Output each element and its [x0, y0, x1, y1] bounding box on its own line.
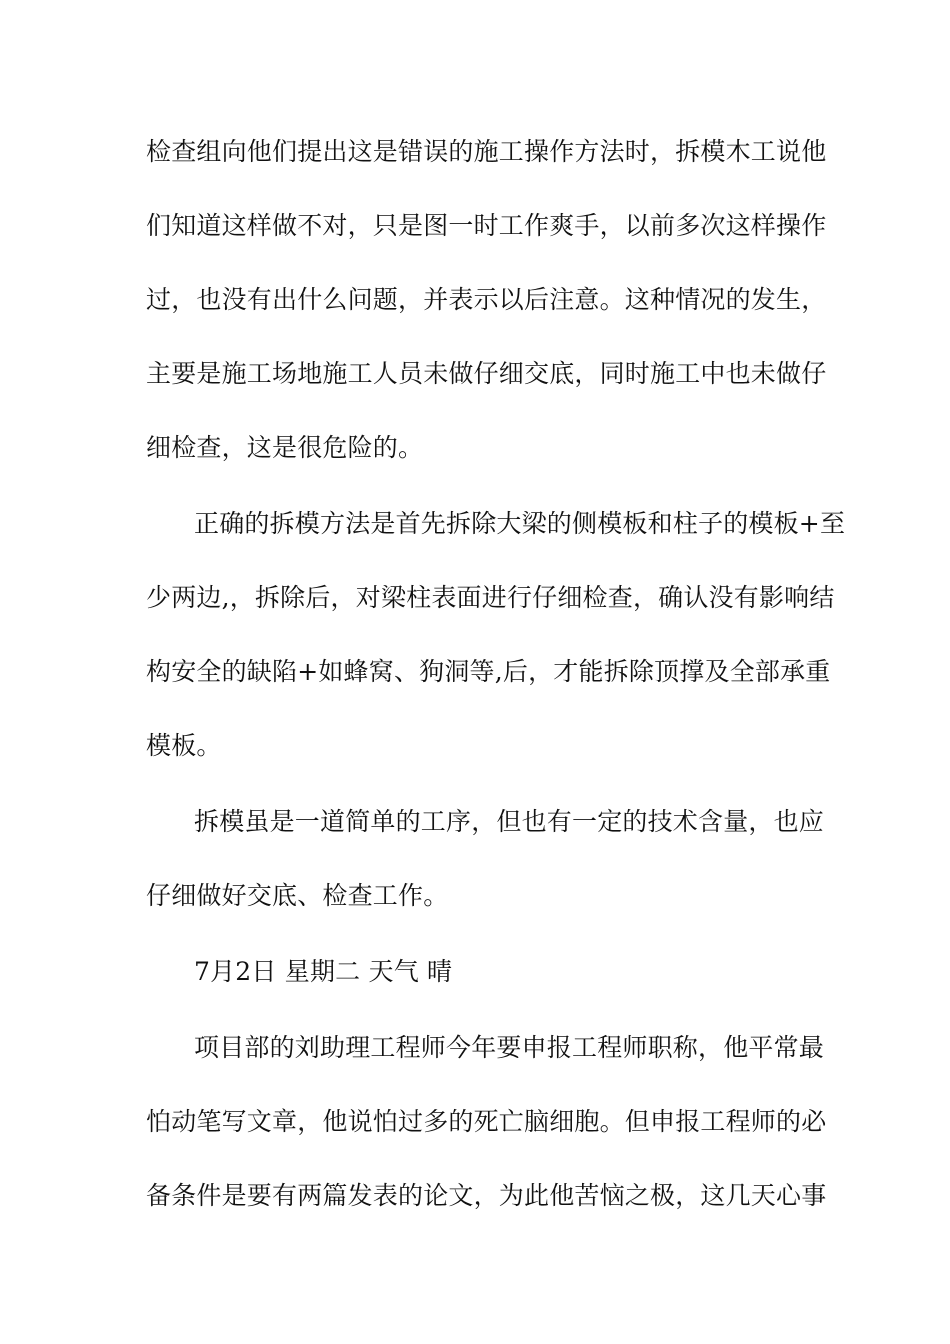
text-line-10: 拆模虽是一道简单的工序，但也有一定的技术含量，也应 [194, 807, 825, 836]
text-line-5: 细检查，这是很危险的。 [146, 433, 424, 462]
date-heading: 7月2日 星期二 天气 晴 [194, 957, 453, 986]
text-line-13: 项目部的刘助理工程师今年要申报工程师职称，他平常最 [194, 1033, 825, 1062]
text-line-1: 检查组向他们提出这是错误的施工操作方法时，拆模木工说他 [146, 137, 827, 166]
text-line-15: 备条件是要有两篇发表的论文，为此他苦恼之极，这几天心事 [146, 1181, 827, 1210]
text-line-2: 们知道这样做不对，只是图一时工作爽手，以前多次这样操作 [146, 211, 827, 240]
text-line-3: 过，也没有出什么问题，并表示以后注意。这种情况的发生， [146, 285, 827, 314]
text-line-11: 仔细做好交底、检查工作。 [146, 881, 449, 910]
text-line-7: 少两边,，拆除后，对梁柱表面进行仔细检查，确认没有影响结 [146, 583, 835, 612]
text-line-6: 正确的拆模方法是首先拆除大梁的侧模板和柱子的模板+至 [194, 509, 846, 538]
text-line-9: 模板。 [146, 731, 222, 760]
text-line-4: 主要是施工场地施工人员未做仔细交底，同时施工中也未做仔 [146, 359, 827, 388]
text-line-8: 构安全的缺陷+如蜂窝、狗洞等,后，才能拆除顶撑及全部承重 [146, 657, 831, 686]
text-line-14: 怕动笔写文章，他说怕过多的死亡脑细胞。但申报工程师的必 [146, 1107, 827, 1136]
